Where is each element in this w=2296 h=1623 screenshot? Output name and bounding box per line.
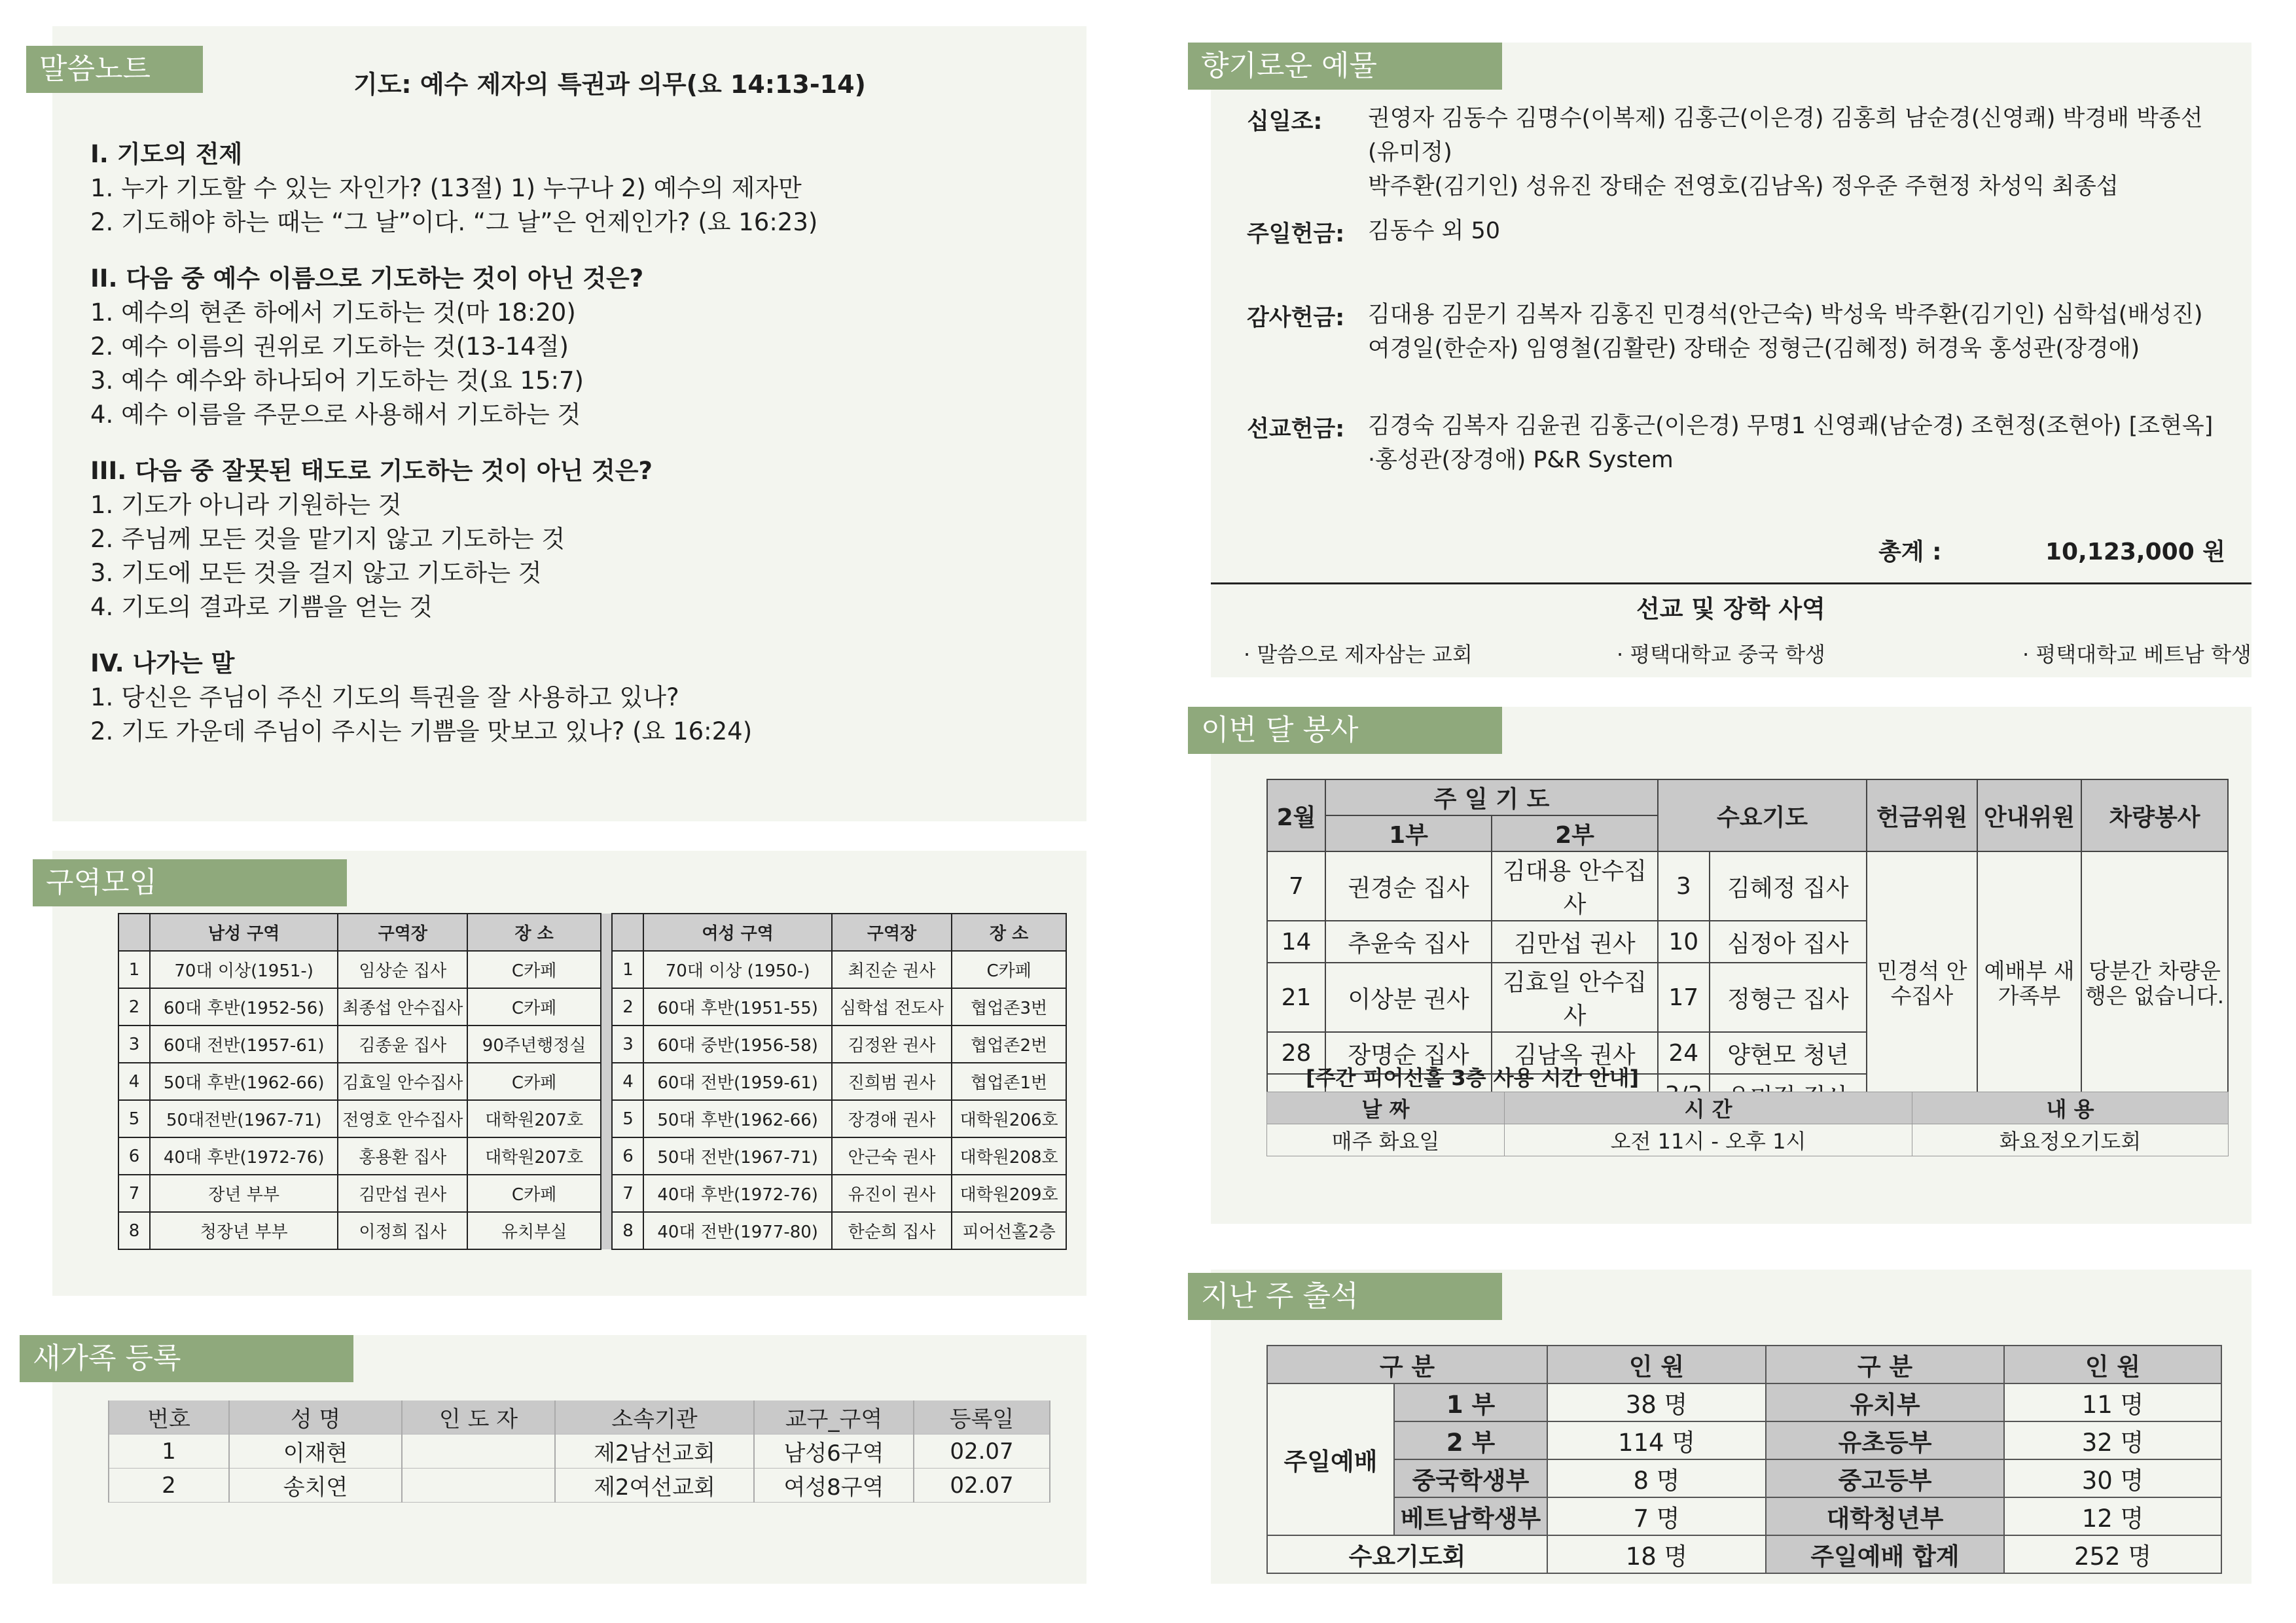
table-row	[109, 1469, 1050, 1503]
row-number: 4	[612, 1063, 643, 1100]
row-number: 8	[118, 1212, 150, 1249]
male-district: 40대 후반(1972-76)	[150, 1137, 338, 1175]
col-female-district: 여성 구역	[643, 914, 831, 951]
first-service-header: 1부	[1325, 815, 1492, 851]
divider	[601, 1175, 613, 1212]
place: 대학원208호	[952, 1137, 1066, 1175]
cell: 화요정오기도회	[1912, 1124, 2229, 1156]
cell: 이재현	[229, 1435, 402, 1469]
place: C카페	[467, 1175, 601, 1212]
col-male-district: 남성 구역	[150, 914, 338, 951]
col-number: 번호	[109, 1400, 229, 1435]
date: 28	[1267, 1032, 1325, 1074]
part-item: 4. 기도의 결과로 기쁨을 얻는 것	[90, 593, 433, 621]
female-district: 60대 전반(1959-61)	[643, 1063, 831, 1100]
cell: 매주 화요일	[1267, 1124, 1505, 1156]
part-title: III. 다음 중 잘못된 태도로 기도하는 것이 아닌 것은?	[90, 457, 653, 485]
mission-item: · 말씀으로 제자삼는 교회	[1244, 642, 1473, 667]
female-district: 60대 후반(1951-55)	[643, 988, 831, 1026]
row-number: 3	[612, 1026, 643, 1063]
usher-person: 예배부 새가족부	[1977, 851, 2081, 1116]
col-leader: 구역장	[338, 914, 467, 951]
row-number: 7	[118, 1175, 150, 1212]
female-district: 50대 전반(1967-71)	[643, 1137, 831, 1175]
male-district: 50대 후반(1962-66)	[150, 1063, 338, 1100]
offering-person: 민경석 안수집사	[1867, 851, 1977, 1116]
sermon-outline	[90, 137, 1059, 749]
part-item: 1. 누가 기도할 수 있는 자인가? (13절) 1) 누구나 2) 예수의 제자만	[90, 174, 802, 202]
place: 협업존2번	[952, 1026, 1066, 1063]
wed-prayer: 김혜정 집사	[1710, 851, 1867, 921]
place: 협업존1번	[952, 1063, 1066, 1100]
col-leader: 구역장	[832, 914, 952, 951]
row-number: 5	[612, 1100, 643, 1137]
row-number: 5	[118, 1100, 150, 1137]
place: 피어선홀2층	[952, 1212, 1066, 1249]
wed-prayer-header: 수요기도	[1658, 779, 1867, 851]
district-table	[118, 913, 1067, 1250]
table-row	[118, 1063, 1066, 1100]
cell: 1 부	[1394, 1383, 1547, 1421]
sunday-prayer-header: 주 일 기 도	[1325, 779, 1658, 815]
row-number: 6	[612, 1137, 643, 1175]
col-num	[612, 914, 643, 951]
table-row	[1267, 1459, 2221, 1497]
leader: 진희범 권사	[832, 1063, 952, 1100]
cell: 제2남선교회	[555, 1435, 754, 1469]
second-service-prayer: 김남옥 권사	[1492, 1032, 1658, 1074]
part-item: 1. 기도가 아니라 기원하는 것	[90, 491, 402, 519]
table-row	[1267, 1421, 2221, 1459]
col-date: 등록일	[914, 1400, 1050, 1435]
male-district: 60대 전반(1957-61)	[150, 1026, 338, 1063]
wed-date: 17	[1658, 963, 1710, 1032]
divider	[601, 1137, 613, 1175]
name-line: 김대용 김문기 김복자 김홍진 민경석(안근숙) 박성욱 박주환(김기인) 심학섭(배성진)	[1368, 302, 2203, 328]
table-row	[118, 1175, 1066, 1212]
part-item: 2. 기도 가운데 주님이 주시는 기쁨을 맛보고 있나? (요 16:24)	[90, 717, 753, 745]
first-service-prayer: 추윤숙 집사	[1325, 921, 1492, 963]
place: 협업존3번	[952, 988, 1066, 1026]
divider-line	[1211, 582, 2251, 584]
table-row	[118, 988, 1066, 1026]
row-number: 1	[612, 951, 643, 988]
leader: 김종윤 집사	[338, 1026, 467, 1063]
cell: 유초등부	[1766, 1421, 2004, 1459]
col-count: 인 원	[1547, 1346, 1766, 1383]
mission-item: · 평택대학교 베트남 학생	[2022, 642, 2251, 667]
female-district: 60대 중반(1956-58)	[643, 1026, 831, 1063]
table-row	[1267, 1124, 2229, 1156]
offering-staff-header: 헌금위원	[1867, 779, 1977, 851]
place: C카페	[952, 951, 1066, 988]
divider	[601, 1212, 613, 1249]
first-service-prayer: 이상분 권사	[1325, 963, 1492, 1032]
wed-count: 18 명	[1547, 1535, 1766, 1573]
cell: 송치연	[229, 1469, 402, 1503]
col-num	[118, 914, 150, 951]
male-district: 청장년 부부	[150, 1212, 338, 1249]
mission-title: 선교 및 장학 사역	[1636, 595, 1825, 623]
name-line: 박주환(김기인) 성유진 장태순 전영호(김남옥) 정우준 주현정 차성익 최종섭	[1368, 173, 2119, 200]
table-row	[118, 1100, 1066, 1137]
place: 90주년행정실	[467, 1026, 601, 1063]
date: 14	[1267, 921, 1325, 963]
row-number: 2	[612, 988, 643, 1026]
leader: 전영호 안수집사	[338, 1100, 467, 1137]
col-name: 성 명	[229, 1400, 402, 1435]
leader: 장경애 권사	[832, 1100, 952, 1137]
leader: 임상순 집사	[338, 951, 467, 988]
group-label: 주일예배	[1267, 1383, 1394, 1535]
wed-date: 10	[1658, 921, 1710, 963]
newfamily-table	[108, 1400, 1050, 1503]
wed-prayer: 정형근 집사	[1710, 963, 1867, 1032]
date: 21	[1267, 963, 1325, 1032]
female-district: 70대 이상 (1950-)	[643, 951, 831, 988]
cell: 114 명	[1547, 1421, 1766, 1459]
wed-date: 24	[1658, 1032, 1710, 1074]
place: 대학원206호	[952, 1100, 1066, 1137]
parking-header: 차량봉사	[2081, 779, 2228, 851]
place: 대학원209호	[952, 1175, 1066, 1212]
male-district: 50대전반(1967-71)	[150, 1100, 338, 1137]
leader: 이정희 집사	[338, 1212, 467, 1249]
thanks-offering-names	[1368, 298, 2225, 366]
female-district: 40대 전반(1977-80)	[643, 1212, 831, 1249]
table-row	[109, 1435, 1050, 1469]
cell: 2	[109, 1469, 229, 1503]
mission-offering-label: 선교헌금:	[1247, 416, 1345, 442]
leader: 유진이 권사	[832, 1175, 952, 1212]
part-item: 2. 기도해야 하는 때는 “그 날”이다. “그 날”은 언제인가? (요 16:23)	[90, 208, 818, 236]
wed-prayer: 양현모 청년	[1710, 1032, 1867, 1074]
sermon-heading: 기도: 예수 제자의 특권과 의무(요 14:13-14)	[353, 70, 866, 99]
cell: 02.07	[914, 1435, 1050, 1469]
part-item: 1. 예수의 현존 하에서 기도하는 것(마 18:20)	[90, 298, 576, 327]
col-place: 장 소	[467, 914, 601, 951]
part-item: 1. 당신은 주님이 주신 기도의 특권을 잘 사용하고 있나?	[90, 683, 679, 711]
second-service-header: 2부	[1492, 815, 1658, 851]
attendance-section-title: 지난 주 출석	[1188, 1273, 1502, 1320]
mission-offering-names	[1368, 409, 2225, 477]
cell: 8 명	[1547, 1459, 1766, 1497]
part-item: 3. 예수 예수와 하나되어 기도하는 것(요 15:7)	[90, 366, 584, 395]
col-category: 구 분	[1267, 1346, 1547, 1383]
second-service-prayer: 김만섭 권사	[1492, 921, 1658, 963]
district-section-title: 구역모임	[33, 859, 347, 906]
second-service-prayer: 김대용 안수집사	[1492, 851, 1658, 921]
part-title: II. 다음 중 예수 이름으로 기도하는 것이 아닌 것은?	[90, 264, 644, 293]
place: 대학원207호	[467, 1137, 601, 1175]
cell: 남성6구역	[754, 1435, 914, 1469]
tithe-names	[1368, 101, 2225, 204]
sermon-section-title: 말씀노트	[26, 46, 203, 93]
part-item: 4. 예수 이름을 주문으로 사용해서 기도하는 것	[90, 401, 581, 429]
cell: 2 부	[1394, 1421, 1547, 1459]
col-content: 내 용	[1912, 1092, 2229, 1124]
leader: 심학섭 전도사	[832, 988, 952, 1026]
place: 대학원207호	[467, 1100, 601, 1137]
row-number: 6	[118, 1137, 150, 1175]
cell: 중고등부	[1766, 1459, 2004, 1497]
mission-item: · 평택대학교 중국 학생	[1617, 642, 1825, 667]
name-line: 여경일(한순자) 임영철(김활란) 장태순 정형근(김혜정) 허경욱 홍성관(장경애)	[1368, 336, 2140, 362]
table-row	[118, 1137, 1066, 1175]
table-row	[118, 951, 1066, 988]
cell: 02.07	[914, 1469, 1050, 1503]
cell: 30 명	[2004, 1459, 2221, 1497]
name-line: 권영자 김동수 김명수(이복제) 김홍근(이은경) 김홍희 남순경(신영쾌) 박경배 박종선(유미정)	[1368, 105, 2203, 166]
table-row	[1267, 851, 2228, 921]
second-service-prayer: 김효일 안수집사	[1492, 963, 1658, 1032]
date: 7	[1267, 851, 1325, 921]
place: C카페	[467, 988, 601, 1026]
total-label: 총계 :	[1878, 539, 1942, 565]
cell: 7 명	[1547, 1497, 1766, 1535]
cell: 대학청년부	[1766, 1497, 2004, 1535]
sunday-offering-names	[1368, 214, 2225, 248]
divider	[601, 1063, 613, 1100]
leader: 안근숙 권사	[832, 1137, 952, 1175]
male-district: 장년 부부	[150, 1175, 338, 1212]
leader: 김정완 권사	[832, 1026, 952, 1063]
schedule-title: [주간 피어선홀 3층 사용 시간 안내]	[1306, 1065, 1640, 1090]
col-place: 장 소	[952, 914, 1066, 951]
divider	[601, 914, 613, 951]
col-district: 교구_구역	[754, 1400, 914, 1435]
table-row	[1267, 1535, 2221, 1573]
first-service-prayer: 권경순 집사	[1325, 851, 1492, 921]
tithe-label: 십일조:	[1247, 109, 1323, 135]
part-item: 3. 기도에 모든 것을 걸지 않고 기도하는 것	[90, 559, 542, 587]
leader: 김효일 안수집사	[338, 1063, 467, 1100]
cell: 여성8구역	[754, 1469, 914, 1503]
divider	[601, 1100, 613, 1137]
cell	[402, 1435, 555, 1469]
male-district: 70대 이상(1951-)	[150, 951, 338, 988]
total-value: 10,123,000 원	[2045, 539, 2226, 565]
col-time: 시 간	[1505, 1092, 1912, 1124]
wed-label: 수요기도회	[1267, 1535, 1547, 1573]
total-count: 252 명	[2004, 1535, 2221, 1573]
attendance-table	[1266, 1345, 2222, 1574]
place: 유치부실	[467, 1212, 601, 1249]
month-header: 2월	[1267, 779, 1325, 851]
col-count: 인 원	[2004, 1346, 2221, 1383]
male-district: 60대 후반(1952-56)	[150, 988, 338, 1026]
name-line: ·홍성관(장경애) P&R System	[1368, 447, 1674, 473]
col-org: 소속기관	[555, 1400, 754, 1435]
parking-note: 당분간 차량운행은 없습니다.	[2081, 851, 2228, 1116]
leader: 한순희 집사	[832, 1212, 952, 1249]
row-number: 2	[118, 988, 150, 1026]
table-row	[1267, 1383, 2221, 1421]
place: C카페	[467, 951, 601, 988]
usher-header: 안내위원	[1977, 779, 2081, 851]
cell	[402, 1469, 555, 1503]
schedule-table	[1266, 1092, 2229, 1156]
total-label: 주일예배 합계	[1766, 1535, 2004, 1573]
divider	[601, 988, 613, 1026]
col-guide: 인 도 자	[402, 1400, 555, 1435]
leader: 최진순 권사	[832, 951, 952, 988]
divider	[601, 1026, 613, 1063]
cell: 제2여선교회	[555, 1469, 754, 1503]
leader: 홍용환 집사	[338, 1137, 467, 1175]
cell: 유치부	[1766, 1383, 2004, 1421]
place: C카페	[467, 1063, 601, 1100]
offering-section-title: 향기로운 예물	[1188, 43, 1502, 90]
leader: 김만섭 권사	[338, 1175, 467, 1212]
divider	[601, 951, 613, 988]
table-row	[1267, 1497, 2221, 1535]
female-district: 50대 후반(1962-66)	[643, 1100, 831, 1137]
wed-prayer: 심정아 집사	[1710, 921, 1867, 963]
row-number: 3	[118, 1026, 150, 1063]
row-number: 7	[612, 1175, 643, 1212]
col-category: 구 분	[1766, 1346, 2004, 1383]
cell: 베트남학생부	[1394, 1497, 1547, 1535]
first-service-prayer: 장명순 집사	[1325, 1032, 1492, 1074]
row-number: 8	[612, 1212, 643, 1249]
leader: 최종섭 안수집사	[338, 988, 467, 1026]
cell: 11 명	[2004, 1383, 2221, 1421]
newfamily-section-title: 새가족 등록	[20, 1335, 353, 1382]
service-section-title: 이번 달 봉사	[1188, 707, 1502, 754]
cell: 32 명	[2004, 1421, 2221, 1459]
sunday-offering-label: 주일헌금:	[1247, 221, 1345, 247]
name-line: 김동수 외 50	[1368, 218, 1501, 244]
thanks-offering-label: 감사헌금:	[1247, 305, 1345, 331]
part-item: 2. 주님께 모든 것을 맡기지 않고 기도하는 것	[90, 525, 565, 553]
table-row	[118, 1212, 1066, 1249]
part-item: 2. 예수 이름의 권위로 기도하는 것(13-14절)	[90, 332, 569, 361]
cell: 12 명	[2004, 1497, 2221, 1535]
cell: 38 명	[1547, 1383, 1766, 1421]
part-title: IV. 나가는 말	[90, 649, 235, 677]
part-title: I. 기도의 전제	[90, 140, 243, 168]
table-row	[118, 1026, 1066, 1063]
wed-date: 3	[1658, 851, 1710, 921]
cell: 오전 11시 - 오후 1시	[1505, 1124, 1912, 1156]
female-district: 40대 후반(1972-76)	[643, 1175, 831, 1212]
row-number: 4	[118, 1063, 150, 1100]
col-date: 날 짜	[1267, 1092, 1505, 1124]
row-number: 1	[118, 951, 150, 988]
name-line: 김경숙 김복자 김윤권 김홍근(이은경) 무명1 신영쾌(남순경) 조현정(조현아) [조현옥]	[1368, 413, 2214, 439]
cell: 1	[109, 1435, 229, 1469]
cell: 중국학생부	[1394, 1459, 1547, 1497]
